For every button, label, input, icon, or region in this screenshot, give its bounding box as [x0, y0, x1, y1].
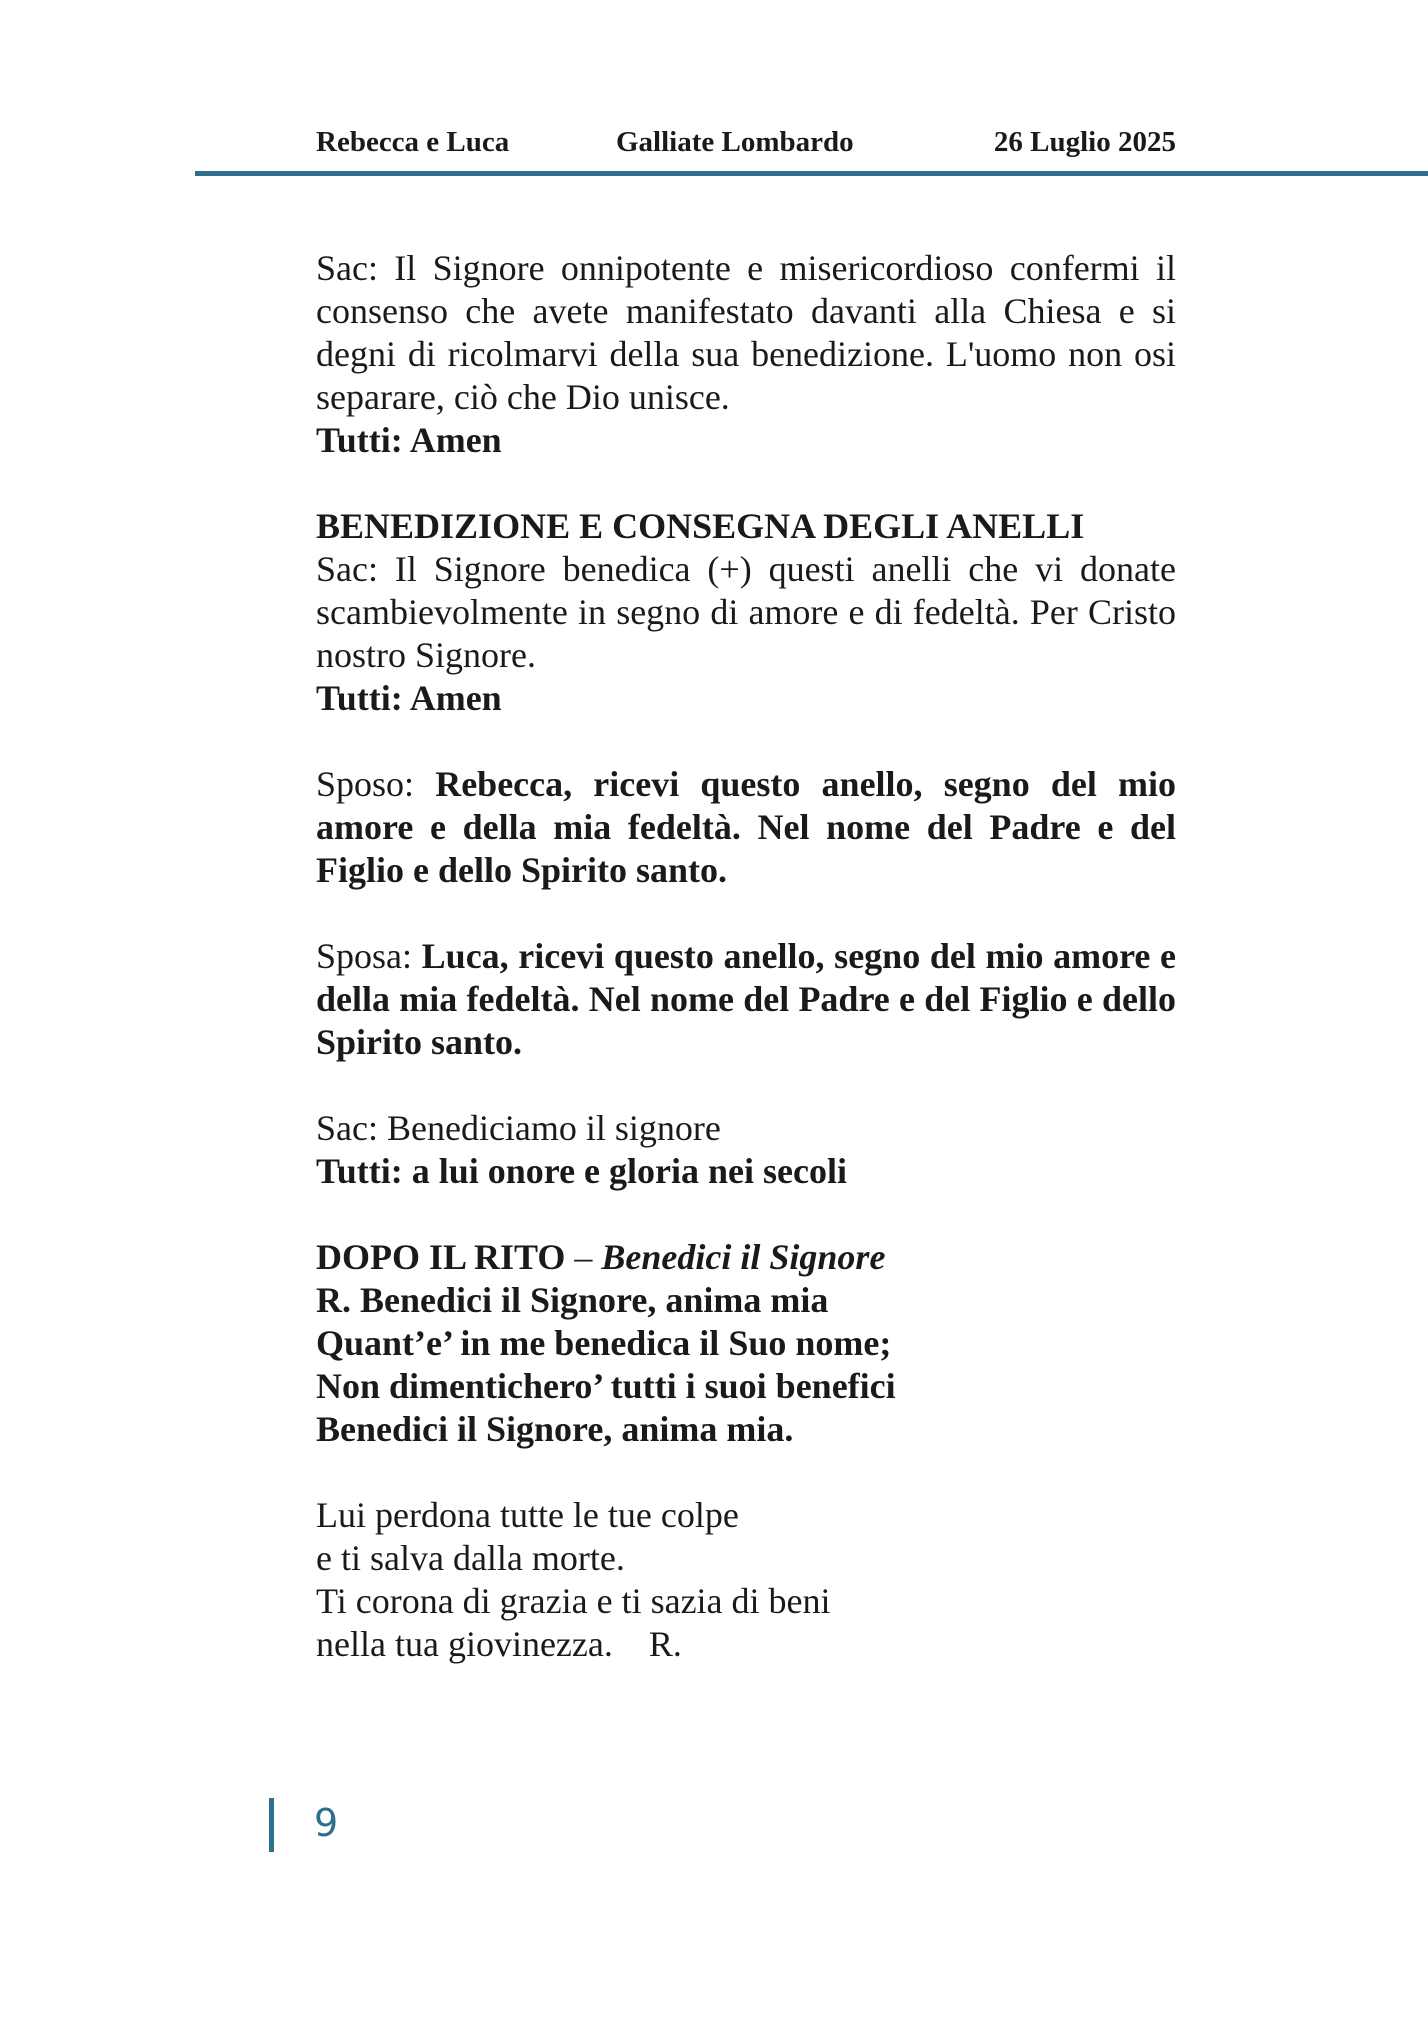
refrain-line: Quant’e’ in me benedica il Suo nome; — [316, 1323, 892, 1363]
bride-vow-text: Luca, ricevi questo anello, segno del mio amore e della mia fedeltà. Nel nome del Padre e del Figlio e dello Spirito santo. — [316, 936, 1177, 1062]
groom-vow — [316, 763, 1176, 892]
section-heading-rings: BENEDIZIONE E CONSEGNA DEGLI ANELLI — [316, 506, 1085, 546]
bride-vow — [316, 935, 1176, 1064]
rings-blessing-text: Sac: Il Signore benedica (+) questi anelli che vi donate scambievolmente in segno di amore e di fedeltà. Per Cristo nostro Signore. — [316, 549, 1176, 675]
bride-label: Sposa: — [316, 936, 413, 976]
header-divider — [195, 171, 1428, 176]
header-location: Galliate Lombardo — [616, 126, 854, 158]
footer-accent-bar — [269, 1798, 274, 1852]
priest-confirmation-text: Sac: Il Signore onnipotente e misericordioso confermi il consenso che avete manifestato davanti alla Chiesa e si degni di ricolmarvi della sua benedizione. L'uomo non osi separare, ciò che Dio unisce. — [316, 248, 1176, 417]
assembly-response-amen-2: Tutti: Amen — [316, 678, 502, 718]
header-date: 26 Luglio 2025 — [993, 126, 1176, 158]
groom-label: Sposo: — [316, 764, 415, 804]
priest-bless-text: Sac: Benediciamo il signore — [316, 1108, 721, 1148]
assembly-response-amen: Tutti: Amen — [316, 420, 502, 460]
refrain-line: Non dimentichero’ tutti i suoi benefici — [316, 1366, 896, 1406]
refrain-line: Benedici il Signore, anima mia. — [316, 1409, 794, 1449]
groom-vow-text: Rebecca, ricevi questo anello, segno del mio amore e della mia fedeltà. Nel nome del Padre e del Figlio e dello Spirito santo. — [316, 764, 1176, 890]
after-rite-dash: – — [565, 1237, 602, 1277]
song-title: Benedici il Signore — [601, 1237, 886, 1277]
verse-line: Ti corona di grazia e ti sazia di beni — [316, 1581, 831, 1621]
header-couple-names: Rebecca e Luca — [316, 126, 510, 158]
refrain-line: R. Benedici il Signore, anima mia — [316, 1280, 829, 1320]
verse-line: nella tua giovinezza. R. — [316, 1624, 682, 1664]
page-content — [316, 247, 1176, 1666]
verse-line: e ti salva dalla morte. — [316, 1538, 625, 1578]
after-rite-heading: DOPO IL RITO — [316, 1237, 566, 1277]
page-number: 9 — [314, 1801, 339, 1845]
assembly-response-glory: Tutti: a lui onore e gloria nei secoli — [316, 1151, 847, 1191]
section-heading-after-rite — [316, 1236, 1176, 1279]
verse-line: Lui perdona tutte le tue colpe — [316, 1495, 739, 1535]
page-header — [316, 126, 1176, 166]
